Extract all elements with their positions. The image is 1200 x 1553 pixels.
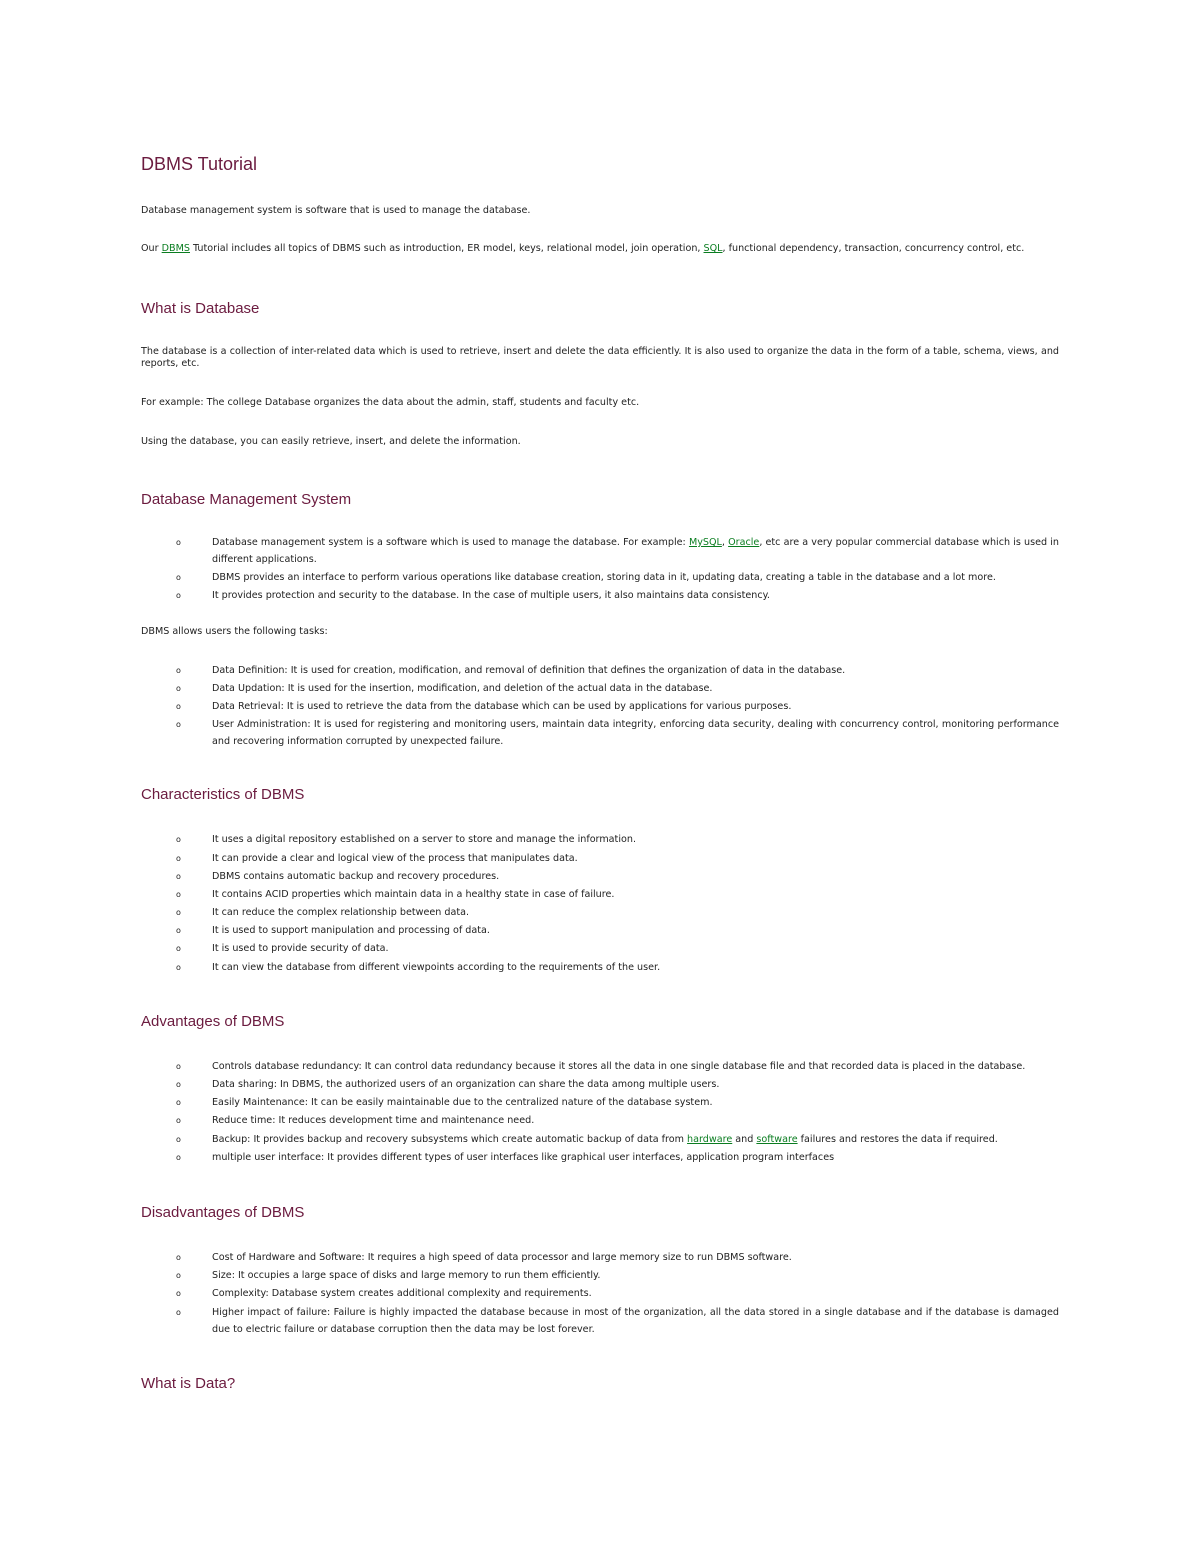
tasks-list: [141, 662, 1059, 751]
backup-prefix: Backup: It provides backup and recovery subsystems which create automatic backup of data from: [212, 1133, 688, 1145]
list-item: [176, 1267, 1059, 1284]
bullet-icon: o: [176, 926, 181, 936]
task-item-2: Data Updation: It is used for the insertion, modification, and deletion of the actual data in the database.: [212, 682, 713, 694]
list-item: [176, 662, 1059, 679]
list-item: [176, 1285, 1059, 1302]
page-title: DBMS Tutorial: [141, 154, 258, 174]
sql-link[interactable]: SQL: [703, 243, 723, 254]
backup-suffix: failures and restores the data if required.: [797, 1133, 998, 1145]
list-item: [176, 1112, 1059, 1129]
dbms-item-1-prefix: Database management system is a software which is used to manage the database. For example:: [212, 537, 689, 548]
list-item: [176, 680, 1059, 697]
database-paragraph-1: The database is a collection of inter-related data which is used to retrieve, insert and delete the data efficiently. It is also used to organize the data in the form of a table, schema, views, and reports, etc.: [141, 346, 1059, 369]
list-item: [176, 886, 1059, 903]
advantage-text: Reduce time: It reduces development time and maintenance need.: [212, 1115, 535, 1127]
characteristic-text: It uses a digital repository established on a server to store and manage the information.: [212, 834, 636, 846]
list-item: [176, 1249, 1059, 1266]
bullet-icon: o: [176, 538, 181, 547]
hardware-link[interactable]: hardware: [687, 1133, 733, 1145]
bullet-icon: o: [176, 835, 181, 845]
characteristics-list: [141, 831, 1059, 975]
bullet-icon: o: [176, 908, 181, 918]
list-item: [176, 850, 1059, 867]
advantages-list: [141, 1058, 1059, 1166]
heading-disadvantages: Disadvantages of DBMS: [141, 1203, 305, 1221]
bullet-icon: o: [176, 1252, 181, 1262]
characteristic-text: It can reduce the complex relationship between data.: [212, 907, 470, 919]
list-item: [176, 831, 1059, 848]
task-item-1: Data Definition: It is used for creation, modification, and removal of definition that defines the organization of data in the database.: [212, 664, 846, 676]
characteristic-text: It is used to provide security of data.: [212, 943, 389, 955]
dbms-link[interactable]: DBMS: [161, 243, 190, 254]
bullet-icon: o: [176, 889, 181, 899]
list-item: [176, 534, 1059, 568]
backup-and: and: [732, 1133, 757, 1145]
list-item: [176, 587, 1059, 604]
heading-what-is-database: What is Database: [141, 300, 260, 317]
list-item: [176, 569, 1059, 586]
list-item: [176, 1304, 1059, 1338]
dbms-list: [141, 534, 1059, 604]
bullet-icon: o: [176, 962, 181, 972]
bullet-icon: o: [176, 573, 181, 583]
bullet-icon: o: [176, 1080, 181, 1089]
intro-paragraph-2: [141, 243, 1059, 255]
list-item: [176, 868, 1059, 885]
heading-database-management-system: Database Management System: [141, 491, 352, 508]
bullet-icon: o: [176, 701, 181, 711]
list-item: [176, 1131, 1059, 1148]
disadvantage-text: Cost of Hardware and Software: It requires a high speed of data processor and large memory size to run DBMS software.: [212, 1251, 792, 1263]
list-item: [176, 959, 1059, 976]
intro-text-prefix: Our: [141, 243, 162, 254]
bullet-icon: o: [176, 683, 181, 693]
bullet-icon: o: [176, 1061, 181, 1071]
oracle-link[interactable]: Oracle: [728, 537, 760, 548]
disadvantage-text: Size: It occupies a large space of disks and large memory to run them efficiently.: [212, 1270, 601, 1282]
characteristic-text: DBMS contains automatic backup and recovery procedures.: [212, 870, 500, 882]
list-item: [176, 1058, 1059, 1075]
database-paragraph-3: Using the database, you can easily retrieve, insert, and delete the information.: [141, 436, 521, 447]
characteristic-text: It is used to support manipulation and processing of data.: [212, 925, 490, 937]
characteristic-text: It can provide a clear and logical view of the process that manipulates data.: [212, 852, 578, 864]
software-link[interactable]: software: [756, 1133, 798, 1145]
bullet-icon: o: [176, 665, 181, 675]
heading-characteristics: Characteristics of DBMS: [141, 786, 305, 804]
advantage-text: multiple user interface: It provides different types of user interfaces like graphical user interfaces, application program interfaces: [212, 1151, 835, 1163]
advantage-text: Data sharing: In DBMS, the authorized users of an organization can share the data among multiple users.: [212, 1079, 720, 1090]
document-page: [141, 150, 1059, 1394]
bullet-icon: o: [176, 591, 181, 601]
bullet-icon: o: [176, 871, 181, 881]
bullet-icon: o: [176, 1152, 181, 1162]
list-item: [176, 922, 1059, 939]
bullet-icon: o: [176, 944, 181, 954]
task-item-4: User Administration: It is used for registering and monitoring users, maintain data integrity, enforcing data security, dealing with concurrency control, monitoring performance and recovering information corrupted by unexpected failure.: [212, 719, 1059, 748]
bullet-icon: o: [176, 1098, 181, 1108]
dbms-item-1-sep: ,: [721, 537, 729, 548]
advantage-text: Easily Maintenance: It can be easily maintainable due to the centralized nature of the database system.: [212, 1097, 713, 1109]
dbms-item-2: DBMS provides an interface to perform various operations like database creation, storing data in it, updating data, creating a table in the database and a lot more.: [212, 572, 996, 584]
list-item: [176, 940, 1059, 957]
task-item-3: Data Retrieval: It is used to retrieve the data from the database which can be used by applications for various purposes.: [212, 700, 792, 712]
bullet-icon: o: [176, 1116, 181, 1126]
bullet-icon: o: [176, 720, 181, 730]
bullet-icon: o: [176, 1134, 181, 1144]
characteristic-text: It contains ACID properties which maintain data in a healthy state in case of failure.: [212, 888, 615, 900]
intro-text-middle: Tutorial includes all topics of DBMS such as introduction, ER model, keys, relational model, join operation,: [189, 243, 704, 254]
list-item: [176, 1094, 1059, 1111]
advantage-text: Controls database redundancy: It can control data redundancy because it stores all the data in one single database file and that recorded data is placed in the database.: [212, 1060, 1026, 1072]
heading-advantages: Advantages of DBMS: [141, 1012, 285, 1030]
list-item: [176, 1076, 1059, 1093]
list-item: [176, 1149, 1059, 1166]
disadvantage-text: Complexity: Database system creates additional complexity and requirements.: [212, 1288, 592, 1300]
disadvantage-text: Higher impact of failure: Failure is highly impacted the database because in most of the organization, all the data stored in a single database and if the database is damaged due to electric failure or database corruption then the data may be lost forever.: [212, 1306, 1059, 1335]
tasks-intro: DBMS allows users the following tasks:: [141, 625, 328, 637]
list-item: [176, 904, 1059, 921]
intro-paragraph-1: Database management system is software that is used to manage the database.: [141, 205, 531, 216]
disadvantages-list: [141, 1249, 1059, 1338]
bullet-icon: o: [176, 853, 181, 863]
intro-text-suffix: , functional dependency, transaction, concurrency control, etc.: [722, 243, 1025, 254]
database-paragraph-2: For example: The college Database organizes the data about the admin, staff, students and faculty etc.: [141, 397, 640, 408]
bullet-icon: o: [176, 1271, 181, 1281]
list-item: [176, 698, 1059, 715]
characteristic-text: It can view the database from different viewpoints according to the requirements of the user.: [212, 961, 661, 973]
list-item: [176, 716, 1059, 750]
mysql-link[interactable]: MySQL: [688, 537, 722, 548]
heading-what-is-data: What is Data?: [141, 1374, 236, 1392]
dbms-item-1-suffix: , etc are a very popular commercial database which is used in different applications.: [212, 537, 1059, 565]
dbms-item-3: It provides protection and security to the database. In the case of multiple users, it also maintains data consistency.: [212, 590, 770, 602]
bullet-icon: o: [176, 1289, 181, 1299]
bullet-icon: o: [176, 1307, 181, 1317]
